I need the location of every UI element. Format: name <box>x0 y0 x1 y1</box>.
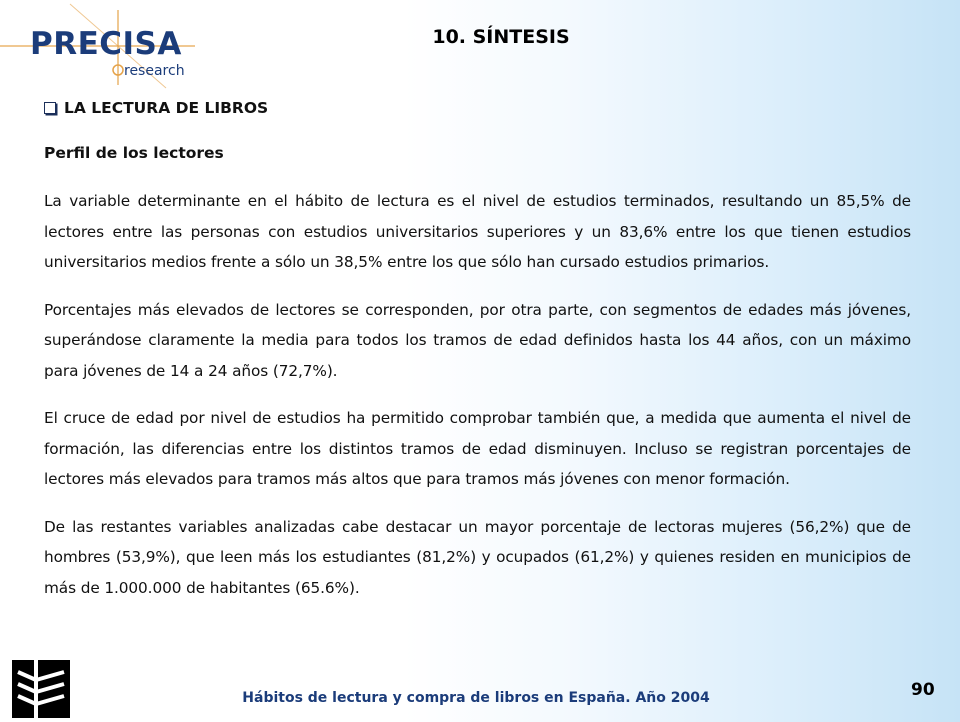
brand-name: PRECISA <box>30 26 182 62</box>
page-number: 90 <box>911 680 935 700</box>
paragraph-1: La variable determinante en el hábito de lectura es el nivel de estudios terminados, resultando un 85,5% de lectores entre las personas con estudios universitarios superiores y un 83,6% entre los que tienen estudios universitarios medios frente a sólo un 38,5% entre los que sólo han cursado estudios primarios. <box>44 192 911 271</box>
subheading: Perfil de los lectores <box>44 144 224 162</box>
section-heading-text: LA LECTURA DE LIBROS <box>64 99 269 117</box>
body-text <box>44 186 911 620</box>
section-heading <box>44 99 268 117</box>
footer-text: Hábitos de lectura y compra de libros en España. Año 2004 <box>242 690 710 706</box>
paragraph-3: El cruce de edad por nivel de estudios ha permitido comprobar también que, a medida que aumenta el nivel de formación, las diferencias entre los distintos tramos de edad disminuyen. Incluso se registran porcentajes de lectores más elevados para tramos más altos que para tramos más jóvenes con menor formación. <box>44 409 911 488</box>
checkbox-bullet-icon <box>44 102 56 114</box>
paragraph-2: Porcentajes más elevados de lectores se corresponden, por otra parte, con segmentos de edades más jóvenes, superándose claramente la media para todos los tramos de edad definidos hasta los 44 años, con un máximo para jóvenes de 14 a 24 años (72,7%). <box>44 300 911 380</box>
paragraph-4: De las restantes variables analizadas cabe destacar un mayor porcentaje de lectoras mujeres (56,2%) que de hombres (53,9%), que leen más los estudiantes (81,2%) y ocupados (61,2%) y quienes residen en municipios de más de 1.000.000 de habitantes (65.6%). <box>44 517 911 597</box>
brand-sub: research <box>124 63 185 79</box>
book-emblem-icon <box>12 660 70 718</box>
page-title: 10. SÍNTESIS <box>432 26 570 48</box>
